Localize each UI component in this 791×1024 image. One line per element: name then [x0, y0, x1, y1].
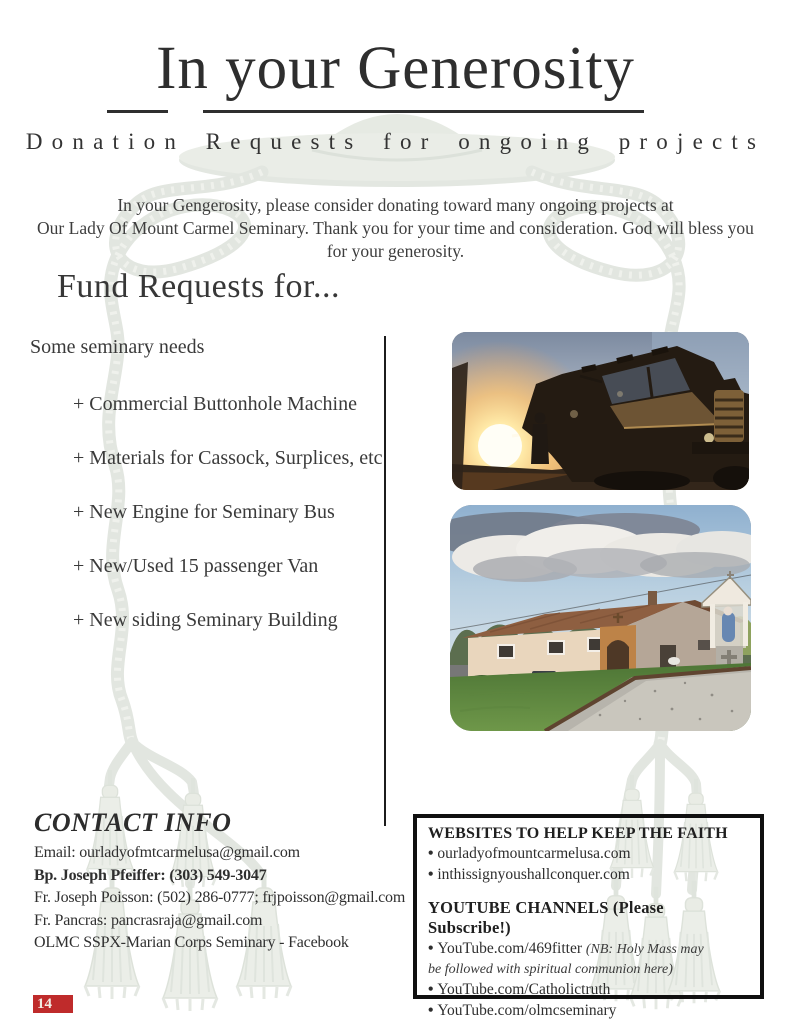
list-item: + New Engine for Seminary Bus — [73, 501, 335, 523]
youtube-heading: YOUTUBE CHANNELS (Please Subscribe!) — [428, 898, 664, 937]
vertical-divider — [384, 336, 386, 826]
fund-requests-heading: Fund Requests for... — [57, 268, 340, 305]
list-item: + New siding Seminary Building — [73, 609, 338, 631]
seminary-needs-label: Some seminary needs — [30, 336, 205, 358]
title-underline-left — [107, 110, 168, 113]
page-number-badge: 14 — [33, 995, 73, 1013]
contact-email[interactable]: Email: ourladyofmtcarmelusa@gmail.com — [34, 844, 300, 861]
list-item: + Materials for Cassock, Surplices, etc — [73, 447, 383, 469]
intro-line: In your Gengerosity, please consider donating toward many ongoing projects at — [117, 195, 674, 215]
contact-fr-pancras[interactable]: Fr. Pancras: pancrasraja@gmail.com — [34, 911, 263, 929]
contact-fr-poisson[interactable]: Fr. Joseph Poisson: (502) 286-0777; frjpoisson@gmail.com — [34, 889, 406, 906]
youtube-link[interactable]: • YouTube.com/olmcseminary — [428, 1000, 749, 1021]
contact-heading: CONTACT INFO — [34, 808, 232, 837]
bus-photo — [452, 332, 749, 490]
intro-line: for your generosity. — [326, 241, 465, 261]
resources-box — [413, 814, 764, 1019]
website-link[interactable]: • inthissignyoushallconquer.com — [428, 864, 749, 885]
page-title: In your Generosity — [156, 35, 635, 102]
websites-heading: WEBSITES TO HELP KEEP THE FAITH — [428, 825, 728, 842]
page-subtitle: Donation Requests for ongoing projects — [25, 129, 766, 154]
contact-section — [34, 808, 414, 955]
youtube-note-continuation: be followed with spiritual communion here) — [428, 962, 673, 977]
youtube-link[interactable]: • YouTube.com/Catholictruth — [428, 979, 749, 1000]
youtube-link[interactable] — [428, 938, 749, 960]
seminary-photo — [450, 505, 751, 731]
list-item: + Commercial Buttonhole Machine — [73, 393, 357, 415]
youtube-note: (NB: Holy Mass may — [585, 942, 704, 957]
contact-facebook[interactable]: OLMC SSPX-Marian Corps Seminary - Facebook — [34, 934, 349, 951]
fund-requests-list — [73, 393, 383, 663]
title-underline-right — [203, 110, 644, 113]
list-item: + New/Used 15 passenger Van — [73, 555, 319, 577]
intro-paragraph — [15, 194, 776, 263]
intro-line: Our Lady Of Mount Carmel Seminary. Thank you for your time and consideration. God will bless you — [37, 218, 754, 238]
contact-bp-pfeiffer: Bp. Joseph Pfeiffer: (303) 549-3047 — [34, 866, 267, 884]
youtube-link-text[interactable]: YouTube.com/469fitter — [437, 940, 586, 957]
website-link[interactable]: • ourladyofmountcarmelusa.com — [428, 843, 749, 864]
